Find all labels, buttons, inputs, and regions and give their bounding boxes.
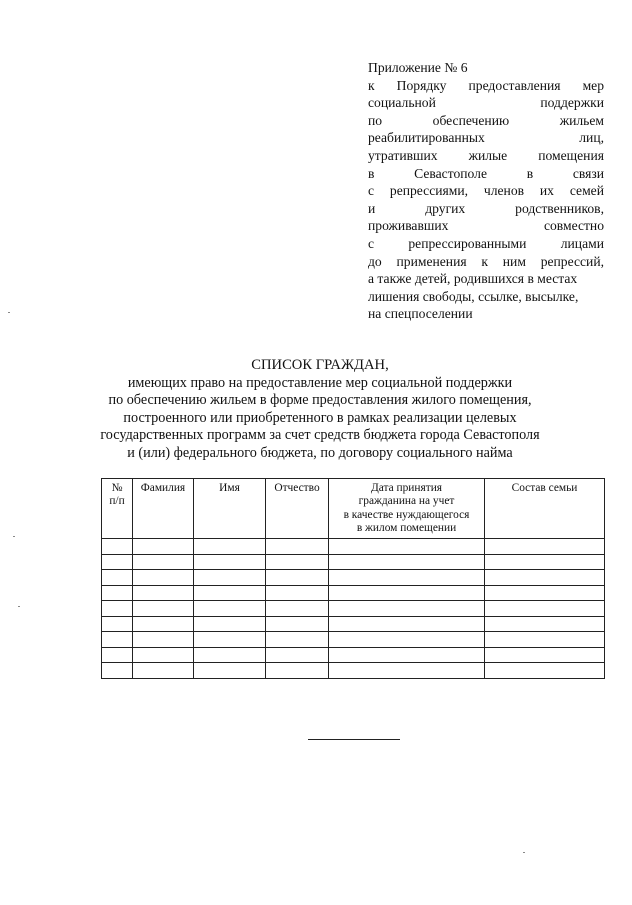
table-cell <box>102 601 133 617</box>
table-row <box>102 539 605 555</box>
table-cell <box>102 663 133 679</box>
table-cell <box>329 570 485 586</box>
table-cell <box>194 632 266 648</box>
table-row <box>102 647 605 663</box>
header-text: гражданина на учет <box>358 495 455 508</box>
table-cell <box>485 554 605 570</box>
table-cell <box>485 632 605 648</box>
table-cell <box>266 647 329 663</box>
table-cell <box>329 663 485 679</box>
table-row <box>102 616 605 632</box>
table-header-row <box>102 479 605 539</box>
table-cell <box>266 570 329 586</box>
appendix-line: с репрессированными лицами <box>368 235 604 251</box>
list-subtitle-line: по обеспечению жильем в форме предоставления жилого помещения, <box>108 392 532 409</box>
table-cell <box>194 570 266 586</box>
list-subtitle-line: государственных программ за счет средств бюджета города Севастополя <box>100 427 540 444</box>
table-cell <box>194 647 266 663</box>
table-cell <box>194 663 266 679</box>
appendix-line: лишения свободы, ссылке, высылке, <box>368 288 579 304</box>
table-cell <box>485 539 605 555</box>
table-cell <box>102 585 133 601</box>
appendix-line: с репрессиями, членов их семей <box>368 183 604 199</box>
column-header-number <box>102 479 133 539</box>
table-cell <box>194 554 266 570</box>
table-cell <box>329 539 485 555</box>
header-text: п/п <box>109 495 125 508</box>
table-cell <box>485 647 605 663</box>
list-subtitle-line: имеющих право на предоставление мер социальной поддержки <box>127 374 513 391</box>
scan-speck <box>13 536 15 537</box>
list-subtitle-line: и (или) федерального бюджета, по договору социального найма <box>127 444 513 461</box>
table-row <box>102 585 605 601</box>
table-cell <box>266 616 329 632</box>
table-cell <box>133 616 194 632</box>
appendix-line: реабилитированных лиц, <box>368 130 604 146</box>
table-cell <box>266 601 329 617</box>
header-text: Дата принятия <box>370 482 443 494</box>
header-text: № <box>111 482 123 494</box>
table-cell <box>485 663 605 679</box>
appendix-line: по обеспечению жильем <box>368 112 604 128</box>
header-text: в жилом помещении <box>356 522 457 535</box>
header-text: в качестве нуждающегося <box>343 508 470 521</box>
table-body <box>102 539 605 679</box>
appendix-line: в Севастополе в связи <box>368 165 604 181</box>
table-cell <box>194 539 266 555</box>
table-cell <box>133 585 194 601</box>
table-cell <box>329 554 485 570</box>
table-cell <box>133 601 194 617</box>
appendix-line: на спецпоселении <box>368 306 473 322</box>
list-heading <box>100 357 540 463</box>
table-cell <box>329 647 485 663</box>
table-cell <box>102 647 133 663</box>
citizens-table <box>101 478 605 679</box>
table-cell <box>485 601 605 617</box>
table-cell <box>329 616 485 632</box>
list-subtitle-line: построенного или приобретенного в рамках реализации целевых <box>123 409 517 426</box>
table-cell <box>102 539 133 555</box>
table-cell <box>266 539 329 555</box>
column-header-surname <box>133 479 194 539</box>
table-row <box>102 663 605 679</box>
table-cell <box>266 663 329 679</box>
table-cell <box>102 616 133 632</box>
table-cell <box>133 647 194 663</box>
table-cell <box>194 601 266 617</box>
column-header-registration-date <box>329 479 485 539</box>
table-cell <box>329 601 485 617</box>
header-text: Отчество <box>274 482 320 494</box>
table-cell <box>485 616 605 632</box>
table-cell <box>194 585 266 601</box>
appendix-line: социальной поддержки <box>368 95 604 111</box>
table-cell <box>133 539 194 555</box>
table-cell <box>266 554 329 570</box>
table-row <box>102 632 605 648</box>
table-cell <box>266 632 329 648</box>
table-row <box>102 601 605 617</box>
table-cell <box>266 585 329 601</box>
column-header-patronymic <box>266 479 329 539</box>
table-cell <box>102 632 133 648</box>
table-cell <box>133 663 194 679</box>
scan-speck <box>18 606 20 607</box>
table-cell <box>485 570 605 586</box>
column-header-name <box>194 479 266 539</box>
table-row <box>102 554 605 570</box>
table-cell <box>485 585 605 601</box>
table-row <box>102 570 605 586</box>
appendix-line: и других родственников, <box>368 200 604 216</box>
appendix-block <box>368 59 604 323</box>
table-cell <box>102 554 133 570</box>
scan-speck <box>523 852 525 853</box>
appendix-line: до применения к ним репрессий, <box>368 253 604 269</box>
column-header-family <box>485 479 605 539</box>
header-text: Имя <box>219 482 240 494</box>
appendix-line: к Порядку предоставления мер <box>368 77 604 93</box>
appendix-line: а также детей, родившихся в местах <box>368 271 578 287</box>
table-cell <box>102 570 133 586</box>
header-text: Состав семьи <box>511 482 578 494</box>
appendix-title: Приложение № 6 <box>368 60 468 75</box>
scan-speck <box>8 312 10 313</box>
table-cell <box>329 632 485 648</box>
table-cell <box>133 570 194 586</box>
table-cell <box>329 585 485 601</box>
table-cell <box>133 554 194 570</box>
list-title: СПИСОК ГРАЖДАН, <box>251 357 389 373</box>
table-cell <box>133 632 194 648</box>
header-text: Фамилия <box>140 482 186 494</box>
closing-rule <box>308 739 400 740</box>
table-cell <box>194 616 266 632</box>
appendix-line: утративших жилые помещения <box>368 147 604 163</box>
appendix-line: проживавших совместно <box>368 218 604 234</box>
